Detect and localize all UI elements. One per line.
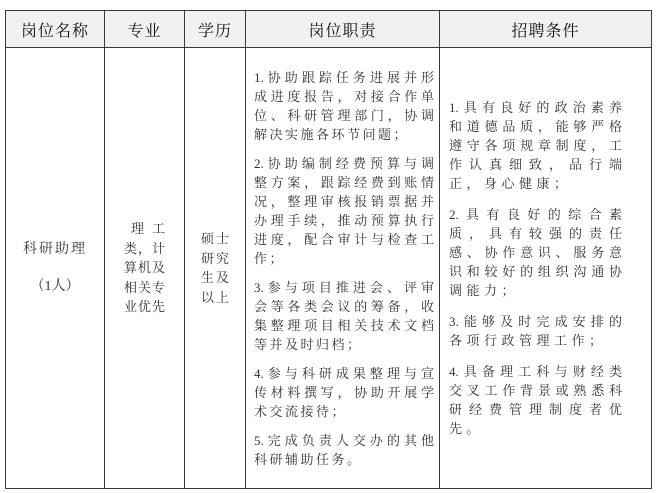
- education-line: 硕士: [201, 231, 229, 246]
- requirement-line: 3.能够及时完成安排的: [449, 314, 622, 329]
- duties-cell: [246, 48, 440, 489]
- education-line: 研究: [201, 250, 229, 266]
- requirement-line: 1.具有良好的政治素养: [449, 100, 622, 115]
- duty-item: [254, 431, 434, 469]
- major-line: 相关专: [124, 279, 165, 295]
- requirement-line: 质，具有较强的责任: [449, 226, 622, 241]
- major-line: 算机及: [124, 260, 165, 276]
- duty-line: 集整理项目相关技术文档: [254, 317, 434, 333]
- duty-line: 解决实施各环节问题；: [254, 126, 410, 142]
- duty-line: 等并及时归档；: [254, 336, 363, 352]
- duty-line: 整方案，跟踪经费到账情: [254, 174, 434, 190]
- requirement-item: [449, 98, 622, 193]
- requirement-line: 正，身心健康；: [449, 176, 572, 191]
- education-cell: [185, 48, 246, 489]
- duty-line: 成进度报告，对接合作单: [254, 88, 434, 104]
- duty-line: 办理手续，推动预算执行: [254, 212, 434, 228]
- header-position-name: 岗位名称: [6, 11, 105, 48]
- duty-item: [254, 278, 434, 354]
- duty-line: 进度，配合审计与检查工: [254, 231, 434, 247]
- duty-line: 2.协助编制经费预算与调: [254, 155, 434, 171]
- header-major: 专业: [105, 11, 185, 48]
- header-duties: 岗位职责: [246, 11, 440, 48]
- requirement-item: [449, 312, 622, 350]
- duties-list: [254, 68, 434, 469]
- position-count: （1人）: [30, 279, 80, 294]
- duty-line: 4.参与科研成果整理与宣: [254, 365, 434, 381]
- position-name: 科研助理: [23, 242, 87, 257]
- major-line: 业优先: [124, 299, 165, 315]
- duty-line: 1.协助跟踪任务进展并形: [254, 69, 434, 85]
- requirement-line: 各项行政管理工作；: [449, 333, 607, 348]
- position-cell: [6, 48, 105, 489]
- duty-line: 术交流接待；: [254, 403, 348, 419]
- requirement-line: 2.具有良好的综合素: [449, 207, 622, 222]
- duty-item: [254, 154, 434, 268]
- duty-line: 位、科研管理部门，协调: [254, 107, 434, 123]
- requirements-list: [449, 98, 622, 438]
- duty-line: 5.完成负责人交办的其他: [254, 432, 434, 448]
- duty-item: [254, 364, 434, 421]
- requirement-item: [449, 205, 622, 300]
- requirement-line: 和道德品质，能够严格: [449, 119, 622, 134]
- requirement-line: 感、协作意识、服务意: [449, 245, 622, 260]
- requirement-line: 作认真细致，品行端: [449, 157, 622, 172]
- duty-line: 科研辅助任务。: [254, 451, 363, 467]
- requirement-line: 遵守各项规章制度，工: [449, 138, 622, 153]
- major-line: 理工: [131, 221, 165, 237]
- duty-item: [254, 68, 434, 144]
- duty-line: 况，整理审核报销票据并: [254, 193, 434, 209]
- header-education: 学历: [185, 11, 246, 48]
- requirement-line: 识和较好的组织沟通协: [449, 264, 622, 279]
- job-table: [5, 10, 652, 489]
- header-requirements: 招聘条件: [440, 11, 652, 48]
- duty-line: 3.参与项目推进会、评审: [254, 279, 434, 295]
- header-row: [6, 11, 652, 48]
- requirements-cell: [440, 48, 652, 489]
- requirement-line: 交叉工作背景或熟悉科: [449, 383, 622, 398]
- duty-line: 会等各类会议的筹备，收: [254, 298, 434, 314]
- requirement-line: 调能力；: [449, 283, 520, 298]
- table-row: [6, 48, 652, 489]
- major-line: 类，计: [124, 240, 165, 256]
- duty-line: 传材料撰写，协助开展学: [254, 384, 434, 400]
- education-text: [201, 229, 229, 307]
- major-cell: [105, 48, 185, 489]
- requirement-line: 先。: [449, 421, 485, 436]
- requirement-line: 4.具备理工科与财经类: [449, 364, 622, 379]
- education-line: 以上: [201, 289, 229, 305]
- duty-line: 作；: [254, 250, 286, 266]
- education-line: 生及: [201, 270, 229, 285]
- requirement-item: [449, 362, 622, 438]
- requirement-line: 研经费管理制度者优: [449, 402, 622, 417]
- major-text: [124, 219, 165, 317]
